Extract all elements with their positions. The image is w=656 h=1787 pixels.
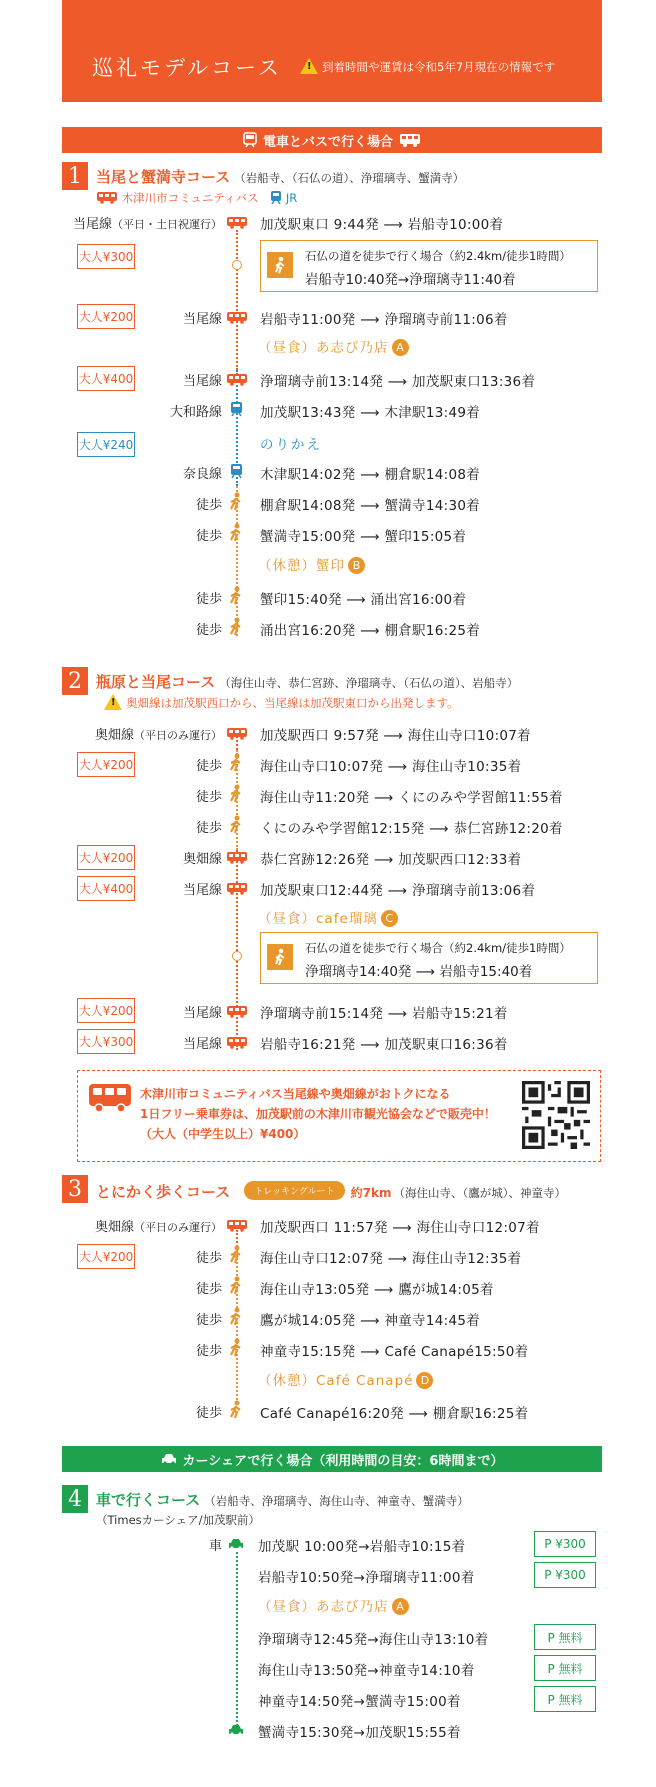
course4-number: 4	[62, 1485, 88, 1513]
line-schedule: （平日・土日祝運行）	[112, 218, 222, 231]
walk-icon	[228, 1400, 244, 1420]
route-text: 蟹印15:40発 ⟶ 涌出宮16:00着	[260, 592, 467, 608]
bus-icon	[226, 727, 248, 740]
fare-badge: 大人¥200	[77, 304, 135, 329]
line-label: 徒歩	[195, 1313, 222, 1328]
fare-badge: 大人¥300	[77, 1029, 135, 1054]
walk-option-desc: 石仏の道を徒歩で行く場合（約2.4km/徒歩1時間）	[305, 941, 571, 955]
page-title: 巡礼モデルコース	[92, 56, 282, 80]
bus-icon	[226, 373, 248, 386]
route-text: 涌出宮16:20発 ⟶ 棚倉駅16:25着	[260, 623, 481, 639]
course2-subtitle: （海住山寺、恭仁宮跡、浄瑠璃寺、（石仏の道）、岩船寺）	[219, 676, 519, 690]
walk-icon	[228, 1307, 244, 1327]
car-icon	[228, 1724, 244, 1736]
rest-stop	[258, 554, 365, 574]
stop-marker: A	[392, 1598, 409, 1615]
band-label: カーシェアで行く場合（利用時間の目安：6時間まで）	[182, 1453, 504, 1469]
warning-icon	[300, 58, 318, 74]
train-icon	[230, 401, 243, 417]
course1-title-text: 当尾と蟹満寺コース	[96, 168, 231, 186]
route-text: 浄瑠璃寺12:45発→海住山寺13:10着	[258, 1632, 489, 1648]
line-label: 徒歩	[195, 821, 222, 836]
line-schedule: （平日のみ運行）	[134, 729, 222, 742]
bus-icon	[226, 851, 248, 864]
route-text: 恭仁宮跡12:26発 ⟶ 加茂駅西口12:33着	[260, 852, 522, 868]
route-text: 加茂駅13:43発 ⟶ 木津駅13:49着	[260, 405, 481, 421]
stop-marker: A	[392, 339, 409, 356]
course3-subtitle: （海住山寺、（鷹が城）、神童寺）	[393, 1186, 566, 1200]
line-label: 当尾線	[72, 217, 112, 232]
car-share-band	[62, 1446, 602, 1472]
route-text: 加茂駅西口 9:57発 ⟶ 海住山寺口10:07着	[260, 728, 531, 744]
train-icon	[270, 190, 282, 204]
car-icon	[161, 1453, 177, 1465]
route-text: 岩船寺11:00発 ⟶ 浄瑠璃寺前11:06着	[260, 312, 508, 328]
route-text: 加茂駅西口 11:57発 ⟶ 海住山寺口12:07着	[260, 1220, 540, 1236]
walk-icon	[228, 492, 244, 512]
walk-icon	[228, 1338, 244, 1358]
fare-badge: 大人¥200	[77, 998, 135, 1023]
route-text: 棚倉駅14:08発 ⟶ 蟹満寺14:30着	[260, 498, 481, 514]
walk-icon	[267, 944, 293, 970]
course1-subtitle: （岩船寺、（石仏の道）、浄瑠璃寺、蟹満寺）	[234, 171, 465, 185]
qr-code[interactable]	[522, 1081, 590, 1149]
walk-icon	[228, 815, 244, 835]
line-label: 徒歩	[195, 790, 222, 805]
course2-title-text: 瓶原と当尾コース	[96, 673, 216, 691]
parking-fee: P 無料	[534, 1655, 596, 1681]
route-text: 浄瑠璃寺前13:14発 ⟶ 加茂駅東口13:36着	[260, 374, 536, 390]
route-text: 岩船寺16:21発 ⟶ 加茂駅東口16:36着	[260, 1037, 508, 1053]
pass-line-2: 1日フリー乗車券は、加茂駅前の木津川市観光協会などで販売中！	[140, 1107, 496, 1121]
course1-number: 1	[62, 162, 88, 190]
band-label: 電車とバスで行く場合	[262, 134, 393, 150]
course3-title	[96, 1181, 566, 1202]
line-label: 徒歩	[195, 1406, 222, 1421]
legend-bus-label: 木津川市コミュニティバス	[121, 191, 259, 205]
line-label: 徒歩	[195, 529, 222, 544]
meal-stop	[258, 1595, 409, 1615]
route-text: 加茂駅 10:00発→岩船寺10:15着	[258, 1539, 466, 1555]
route-text: 岩船寺10:50発→浄瑠璃寺11:00着	[258, 1570, 475, 1586]
route-text: 蟹満寺15:00発 ⟶ 蟹印15:05着	[260, 529, 467, 545]
course3-number: 3	[62, 1175, 88, 1203]
route-text: 加茂駅東口12:44発 ⟶ 浄瑠璃寺前13:06着	[260, 883, 536, 899]
fare-badge: 大人¥200	[77, 752, 135, 777]
legend-jr-label: JR	[285, 191, 298, 205]
pass-line-3: （大人（中学生以上）¥400）	[140, 1127, 306, 1141]
walk-icon	[228, 753, 244, 773]
walk-icon	[228, 1276, 244, 1296]
line-name	[95, 1216, 222, 1235]
route-text: 海住山寺13:05発 ⟶ 鷹が城14:05着	[260, 1282, 494, 1298]
walk-option-box	[260, 240, 598, 292]
line-label: 当尾線	[182, 883, 222, 898]
walk-icon	[228, 1245, 244, 1265]
route-text: 加茂駅東口 9:44発 ⟶ 岩船寺10:00着	[260, 217, 504, 233]
branch-point	[232, 951, 242, 961]
trekking-pill: トレッキングルート	[244, 1181, 344, 1200]
parking-fee: P ¥300	[534, 1531, 596, 1557]
walk-icon	[228, 586, 244, 606]
line-schedule: （平日のみ運行）	[134, 1221, 222, 1234]
train-icon	[243, 132, 257, 148]
line-label: 大和路線	[169, 405, 222, 420]
route-line	[236, 230, 238, 370]
walk-option-route: 岩船寺10:40発→浄瑠璃寺11:40着	[305, 272, 516, 288]
parking-fee: P 無料	[534, 1686, 596, 1712]
meal-label: （昼食）cafe瑠璃	[258, 911, 378, 927]
line-label: 徒歩	[195, 1344, 222, 1359]
course4-subtitle-2: （Timesカーシェア/加茂駅前）	[96, 1513, 261, 1527]
route-text: 鷹が城14:05発 ⟶ 神童寺14:45着	[260, 1313, 481, 1329]
course3-distance: 約7km	[350, 1186, 392, 1200]
course1-legend	[96, 190, 297, 206]
course4-title-text: 車で行くコース	[96, 1491, 201, 1509]
fare-badge: 大人¥240	[77, 432, 135, 457]
route-text: 神童寺15:15発 ⟶ Café Canapé15:50着	[260, 1344, 529, 1360]
parking-fee: P ¥300	[534, 1562, 596, 1588]
free-pass-notice	[77, 1070, 601, 1162]
line-label: 徒歩	[195, 1251, 222, 1266]
fare-badge: 大人¥200	[77, 845, 135, 870]
bus-icon	[226, 1036, 248, 1049]
meal-stop	[258, 907, 398, 927]
route-text: 蟹満寺15:30発→加茂駅15:55着	[258, 1725, 461, 1741]
course4-subtitle: （岩船寺、浄瑠璃寺、海住山寺、神童寺、蟹満寺）	[204, 1494, 469, 1508]
route-text: Café Canapé16:20発 ⟶ 棚倉駅16:25着	[260, 1406, 529, 1422]
line-label: 徒歩	[195, 1282, 222, 1297]
route-text: 浄瑠璃寺前15:14発 ⟶ 岩船寺15:21着	[260, 1006, 508, 1022]
stop-marker: C	[381, 910, 398, 927]
train-bus-band	[62, 127, 602, 153]
line-label: 車	[208, 1539, 222, 1554]
route-text: 海住山寺11:20発 ⟶ くにのみや学習館11:55着	[260, 790, 563, 806]
bus-icon	[88, 1083, 132, 1113]
line-label: 当尾線	[182, 1037, 222, 1052]
line-label: 奥畑線	[94, 1220, 134, 1235]
bus-icon	[226, 311, 248, 324]
course3-title-text: とにかく歩くコース	[96, 1183, 231, 1201]
course2-warning-text: 奥畑線は加茂駅西口から、当尾線は加茂駅東口から出発します。	[126, 696, 459, 710]
stop-marker: B	[348, 557, 365, 574]
route-text: 木津駅14:02発 ⟶ 棚倉駅14:08着	[260, 467, 481, 483]
bus-icon	[399, 133, 421, 147]
warning-icon	[104, 694, 122, 710]
line-label: 徒歩	[195, 759, 222, 774]
course2-title	[96, 671, 518, 692]
meal-label: （昼食）あ志び乃店	[258, 340, 389, 356]
header-note	[300, 58, 555, 75]
fare-badge: 大人¥200	[77, 1244, 135, 1269]
course4-title	[96, 1489, 469, 1510]
line-label: 徒歩	[195, 623, 222, 638]
route-text: 神童寺14:50発→蟹満寺15:00着	[258, 1694, 461, 1710]
route-line	[236, 850, 238, 1050]
line-label: 徒歩	[195, 592, 222, 607]
route-text: 海住山寺口10:07発 ⟶ 海住山寺10:35着	[260, 759, 522, 775]
rest-stop	[258, 1369, 433, 1389]
transfer-label: のりかえ	[260, 437, 322, 453]
walk-icon	[228, 617, 244, 637]
meal-label: （昼食）あ志び乃店	[258, 1599, 389, 1615]
line-name	[73, 213, 222, 232]
rest-label: （休憩）蟹印	[258, 558, 345, 574]
car-icon	[228, 1538, 244, 1550]
pass-line-1: 木津川市コミュニティバス当尾線や奥畑線がおトクになる	[140, 1087, 451, 1101]
line-label: 当尾線	[182, 312, 222, 327]
line-label: 徒歩	[195, 498, 222, 513]
line-name	[95, 724, 222, 743]
train-icon	[230, 463, 243, 479]
walk-icon	[267, 252, 293, 278]
parking-fee: P 無料	[534, 1624, 596, 1650]
rest-label: （休憩）Café Canapé	[258, 1373, 414, 1389]
line-label: 当尾線	[182, 1006, 222, 1021]
route-text: 海住山寺13:50発→神童寺14:10着	[258, 1663, 475, 1679]
route-text: くにのみや学習館12:15発 ⟶ 恭仁宮跡12:20着	[260, 821, 563, 837]
course2-number: 2	[62, 667, 88, 695]
bus-icon	[226, 1219, 248, 1232]
header-banner	[62, 0, 602, 102]
branch-point	[232, 260, 242, 270]
bus-icon	[226, 882, 248, 895]
bus-icon	[226, 216, 248, 229]
line-label: 奈良線	[182, 467, 222, 482]
fare-badge: 大人¥400	[77, 876, 135, 901]
walk-option-desc: 石仏の道を徒歩で行く場合（約2.4km/徒歩1時間）	[305, 249, 571, 263]
bus-icon	[226, 1005, 248, 1018]
route-text: 海住山寺口12:07発 ⟶ 海住山寺12:35着	[260, 1251, 522, 1267]
fare-badge: 大人¥300	[77, 244, 135, 269]
walk-option-box	[260, 932, 598, 984]
walk-icon	[228, 523, 244, 543]
header-note-text: 到着時間や運賃は令和5年7月現在の情報です	[322, 60, 556, 74]
course1-title	[96, 166, 464, 187]
stop-marker: D	[416, 1372, 433, 1389]
walk-option-route: 浄瑠璃寺14:40発 ⟶ 岩船寺15:40着	[305, 964, 533, 980]
line-label: 奥畑線	[182, 852, 222, 867]
meal-stop	[258, 336, 409, 356]
line-label: 当尾線	[182, 374, 222, 389]
walk-icon	[228, 784, 244, 804]
line-label: 奥畑線	[94, 728, 134, 743]
bus-icon	[96, 191, 118, 204]
fare-badge: 大人¥400	[77, 366, 135, 391]
course2-warning	[104, 694, 459, 711]
route-line-car	[236, 1552, 238, 1730]
